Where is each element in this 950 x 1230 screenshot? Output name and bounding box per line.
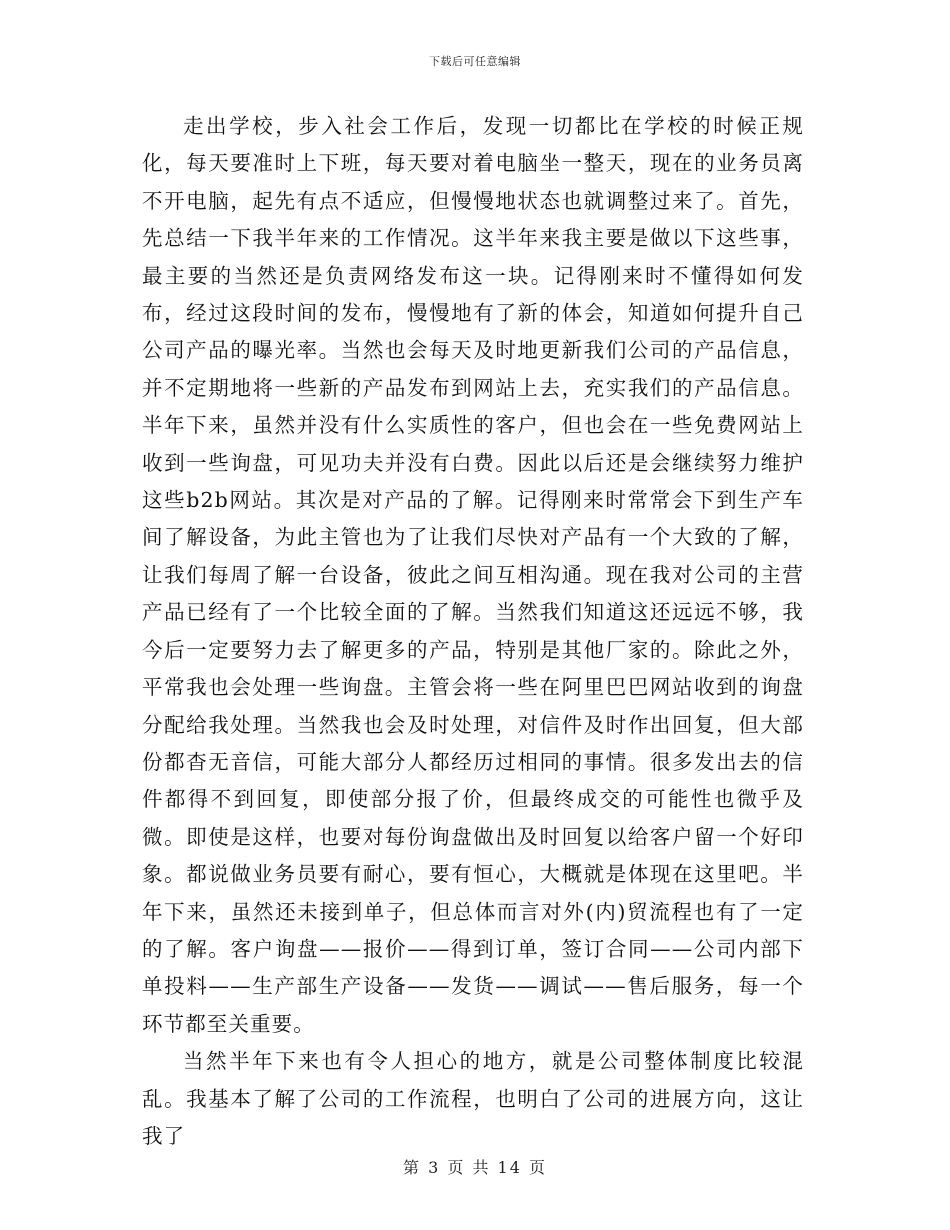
paragraph-1: 走出学校，步入社会工作后，发现一切都比在学校的时候正规化，每天要准时上下班，每天要对着电脑坐一整天，现在的业务员离不开电脑，起先有点不适应，但慢慢地状态也就调整过来了。首先，先总结一下我半年来的工作情况。这半年来我主要是做以下这些事，最主要的当然还是负责网络发布这一块。记得刚来时不懂得如何发布，经过这段时间的发布，慢慢地有了新的体会，知道如何提升自己公司产品的曝光率。当然也会每天及时地更新我们公司的产品信息，并不定期地将一些新的产品发布到网站上去，充实我们的产品信息。半年下来，虽然并没有什么实质性的客户，但也会在一些免费网站上收到一些询盘，可见功夫并没有白费。因此以后还是会继续努力维护这些b2b网站。其次是对产品的了解。记得刚来时常常会下到生产车间了解设备，为此主管也为了让我们尽快对产品有一个大致的了解，让我们每周了解一台设备，彼此之间互相沟通。现在我对公司的主营产品已经有了一个比较全面的了解。当然我们知道这还远远不够，我今后一定要努力去了解更多的产品，特别是其他厂家的。除此之外，平常我也会处理一些询盘。主管会将一些在阿里巴巴网站收到的询盘分配给我处理。当然我也会及时处理，对信件及时作出回复，但大部份都杳无音信，可能大部分人都经历过相同的事情。很多发出去的信件都得不到回复，即使部分报了价，但最终成交的可能性也微乎及微。即使是这样，也要对每份询盘做出及时回复以给客户留一个好印象。都说做业务员要有耐心，要有恒心，大概就是体现在这里吧。半年下来，虽然还未接到单子，但总体而言对外(内)贸流程也有了一定的了解。客户询盘——报价——得到订单，签订合同——公司内部下单投料——生产部生产设备——发货——调试——售后服务，每一个环节都至关重要。 <box>142 114 804 1036</box>
paragraph-2: 当然半年下来也有令人担心的地方，就是公司整体制度比较混乱。我基本了解了公司的工作流程，也明白了公司的进展方向，这让我了 <box>142 1049 804 1148</box>
document-body <box>142 108 804 1155</box>
page-header-note: 下载后可任意编辑 <box>429 55 521 68</box>
page-number-footer: 第 3 页 共 14 页 <box>403 1158 547 1177</box>
